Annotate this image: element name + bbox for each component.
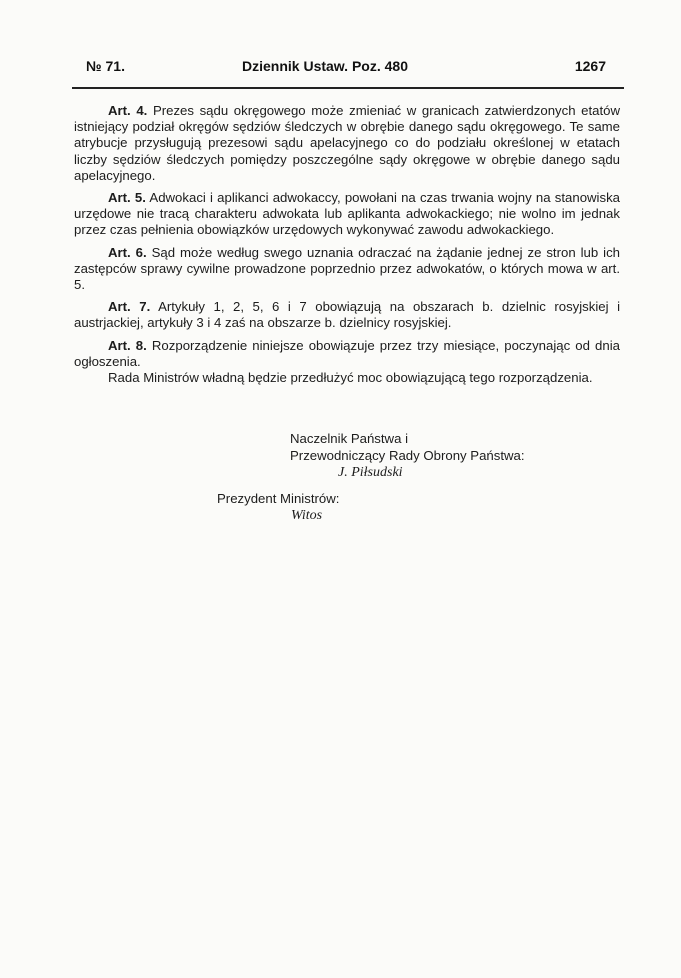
- article-6: [74, 245, 620, 294]
- signatory-title: Naczelnik Państwa i: [290, 431, 409, 446]
- article-label: Art. 4.: [108, 103, 148, 118]
- signature-head-of-state: [290, 430, 525, 481]
- signature-prime-minister: [217, 490, 339, 524]
- issue-number: № 71.: [86, 58, 125, 74]
- header-divider: [72, 87, 624, 89]
- article-text: Rozporządzenie niniejsze obowiązuje przez trzy miesiące, poczynając od dnia ogłoszenia.: [74, 337, 620, 369]
- signatory-name: J. Piłsudski: [338, 465, 403, 480]
- document-body: [74, 103, 620, 392]
- page-header: [72, 56, 624, 78]
- closing-paragraph: Rada Ministrów władną będzie przedłużyć moc obowiązującą tego rozporządzenia.: [108, 370, 593, 386]
- signatory-title: Przewodniczący Rady Obrony Państwa:: [290, 448, 525, 463]
- article-label: Art. 6.: [108, 244, 147, 260]
- page-number: 1267: [574, 58, 606, 74]
- journal-title: Dziennik Ustaw. Poz. 480: [242, 58, 408, 74]
- signatory-name: Witos: [291, 508, 323, 523]
- article-label: Art. 7.: [108, 299, 151, 315]
- article-text: Adwokaci i aplikanci adwokaccy, powołani na czas trwania wojny na stanowiska urzędowe nie tracą charakteru adwokata lub aplikanta adwokackiego; nie wolno im jednak przez czas pełnienia obowiązków urzędowych wykonywać zawodu adwokackiego.: [74, 190, 621, 238]
- article-text: Artykuły 1, 2, 5, 6 i 7 obowiązują na obszarach b. dzielnic rosyjskiej i austrjackiej, artykuły 3 i 4 zaś na obszarze b. dzielnicy rosyjskiej.: [74, 299, 621, 331]
- signatory-title: Prezydent Ministrów:: [217, 491, 340, 506]
- article-text: Prezes sądu okręgowego może zmieniać w granicach zatwierdzonych etatów istniejący podział okręgów sędziów śledczych w obrębie danego sądu okręgowego. Te same atrybucje przysługują prezesowi sądu apelacyjnego co do podziału określonej w etatach liczby sędziów śledczych pomiędzy poszczególne sądy okręgowe w obrębie danego sądu apelacyjnego.: [74, 103, 621, 183]
- article-7: [74, 299, 620, 331]
- article-5: [74, 190, 620, 239]
- article-8: [74, 338, 620, 370]
- article-label: Art. 5.: [108, 190, 146, 206]
- article-label: Art. 8.: [108, 337, 147, 353]
- article-4: [74, 103, 620, 184]
- article-text: Sąd może według swego uznania odraczać na żądanie jednej ze stron lub ich zastępców sprawy cywilne prowadzone poprzednio przez adwokatów, o których mowa w art. 5.: [74, 244, 621, 293]
